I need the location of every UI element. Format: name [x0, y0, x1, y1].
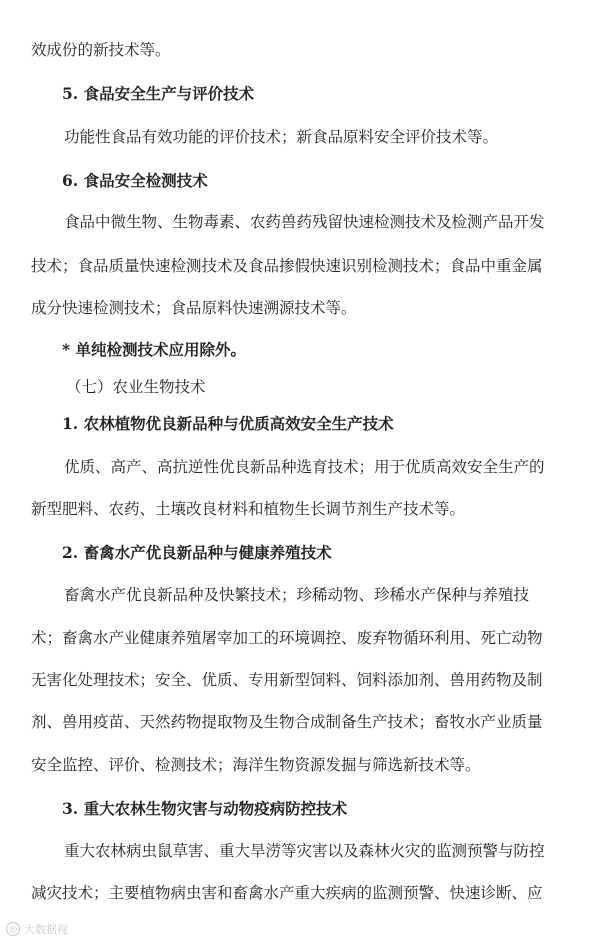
paragraph-line: 优质、高产、高抗逆性优良新品种选育技术；用于优质高效安全生产的 [64, 458, 545, 476]
watermark [6, 921, 68, 937]
paragraph-line: 功能性食品有效功能的评价技术；新食品原料安全评价技术等。 [64, 128, 499, 146]
watermark-text: 大数据视 [24, 923, 68, 936]
subheading-livestock-aquaculture: 2. 畜禽水产优良新品种与健康养殖技术 [62, 543, 332, 562]
paragraph-line: 畜禽水产优良新品种及快繁技术；珍稀动物、珍稀水产保种与养殖技 [64, 586, 530, 604]
camera-lens-icon: ◎ [6, 922, 20, 936]
note-testing-excluded: * 单纯检测技术应用除外。 [62, 340, 247, 359]
paragraph-line: 减灾技术；主要植物病虫害和畜禽水产重大疾病的监测预警、快速诊断、应 [31, 884, 543, 902]
paragraph-line: 剂、兽用疫苗、天然药物提取物及生物合成制备生产技术；畜牧水产业质量 [31, 713, 543, 731]
subheading-plant-varieties: 1. 农林植物优良新品种与优质高效安全生产技术 [62, 414, 394, 433]
section-title-agri-biotech: （七）农业生物技术 [66, 378, 206, 396]
paragraph-line: 术；畜禽水产业健康养殖屠宰加工的环境调控、废弃物循环利用、死亡动物 [31, 629, 543, 647]
subheading-food-safety-production: 5. 食品安全生产与评价技术 [62, 84, 255, 103]
paragraph-line: 食品中微生物、生物毒素、农药兽药残留快速检测技术及检测产品开发 [64, 213, 545, 231]
paragraph-line: 无害化处理技术；安全、优质、专用新型饲料、饲料添加剂、兽用药物及制 [31, 671, 543, 689]
subheading-disaster-disease-control: 3. 重大农林生物灾害与动物疫病防控技术 [62, 799, 348, 818]
paragraph-line: 安全监控、评价、检测技术；海洋生物资源发掘与筛选新技术等。 [31, 756, 481, 774]
paragraph-line: 效成份的新技术等。 [31, 41, 171, 59]
paragraph-line: 技术；食品质量快速检测技术及食品掺假快速识别检测技术；食品中重金属 [31, 257, 543, 275]
subheading-food-safety-testing: 6. 食品安全检测技术 [62, 171, 208, 190]
paragraph-line: 成分快速检测技术；食品原料快速溯源技术等。 [31, 299, 357, 317]
paragraph-line: 重大农林病虫鼠草害、重大旱涝等灾害以及森林火灾的监测预警与防控 [64, 842, 545, 860]
paragraph-line: 新型肥料、农药、土壤改良材料和植物生长调节剂生产技术等。 [31, 500, 466, 518]
